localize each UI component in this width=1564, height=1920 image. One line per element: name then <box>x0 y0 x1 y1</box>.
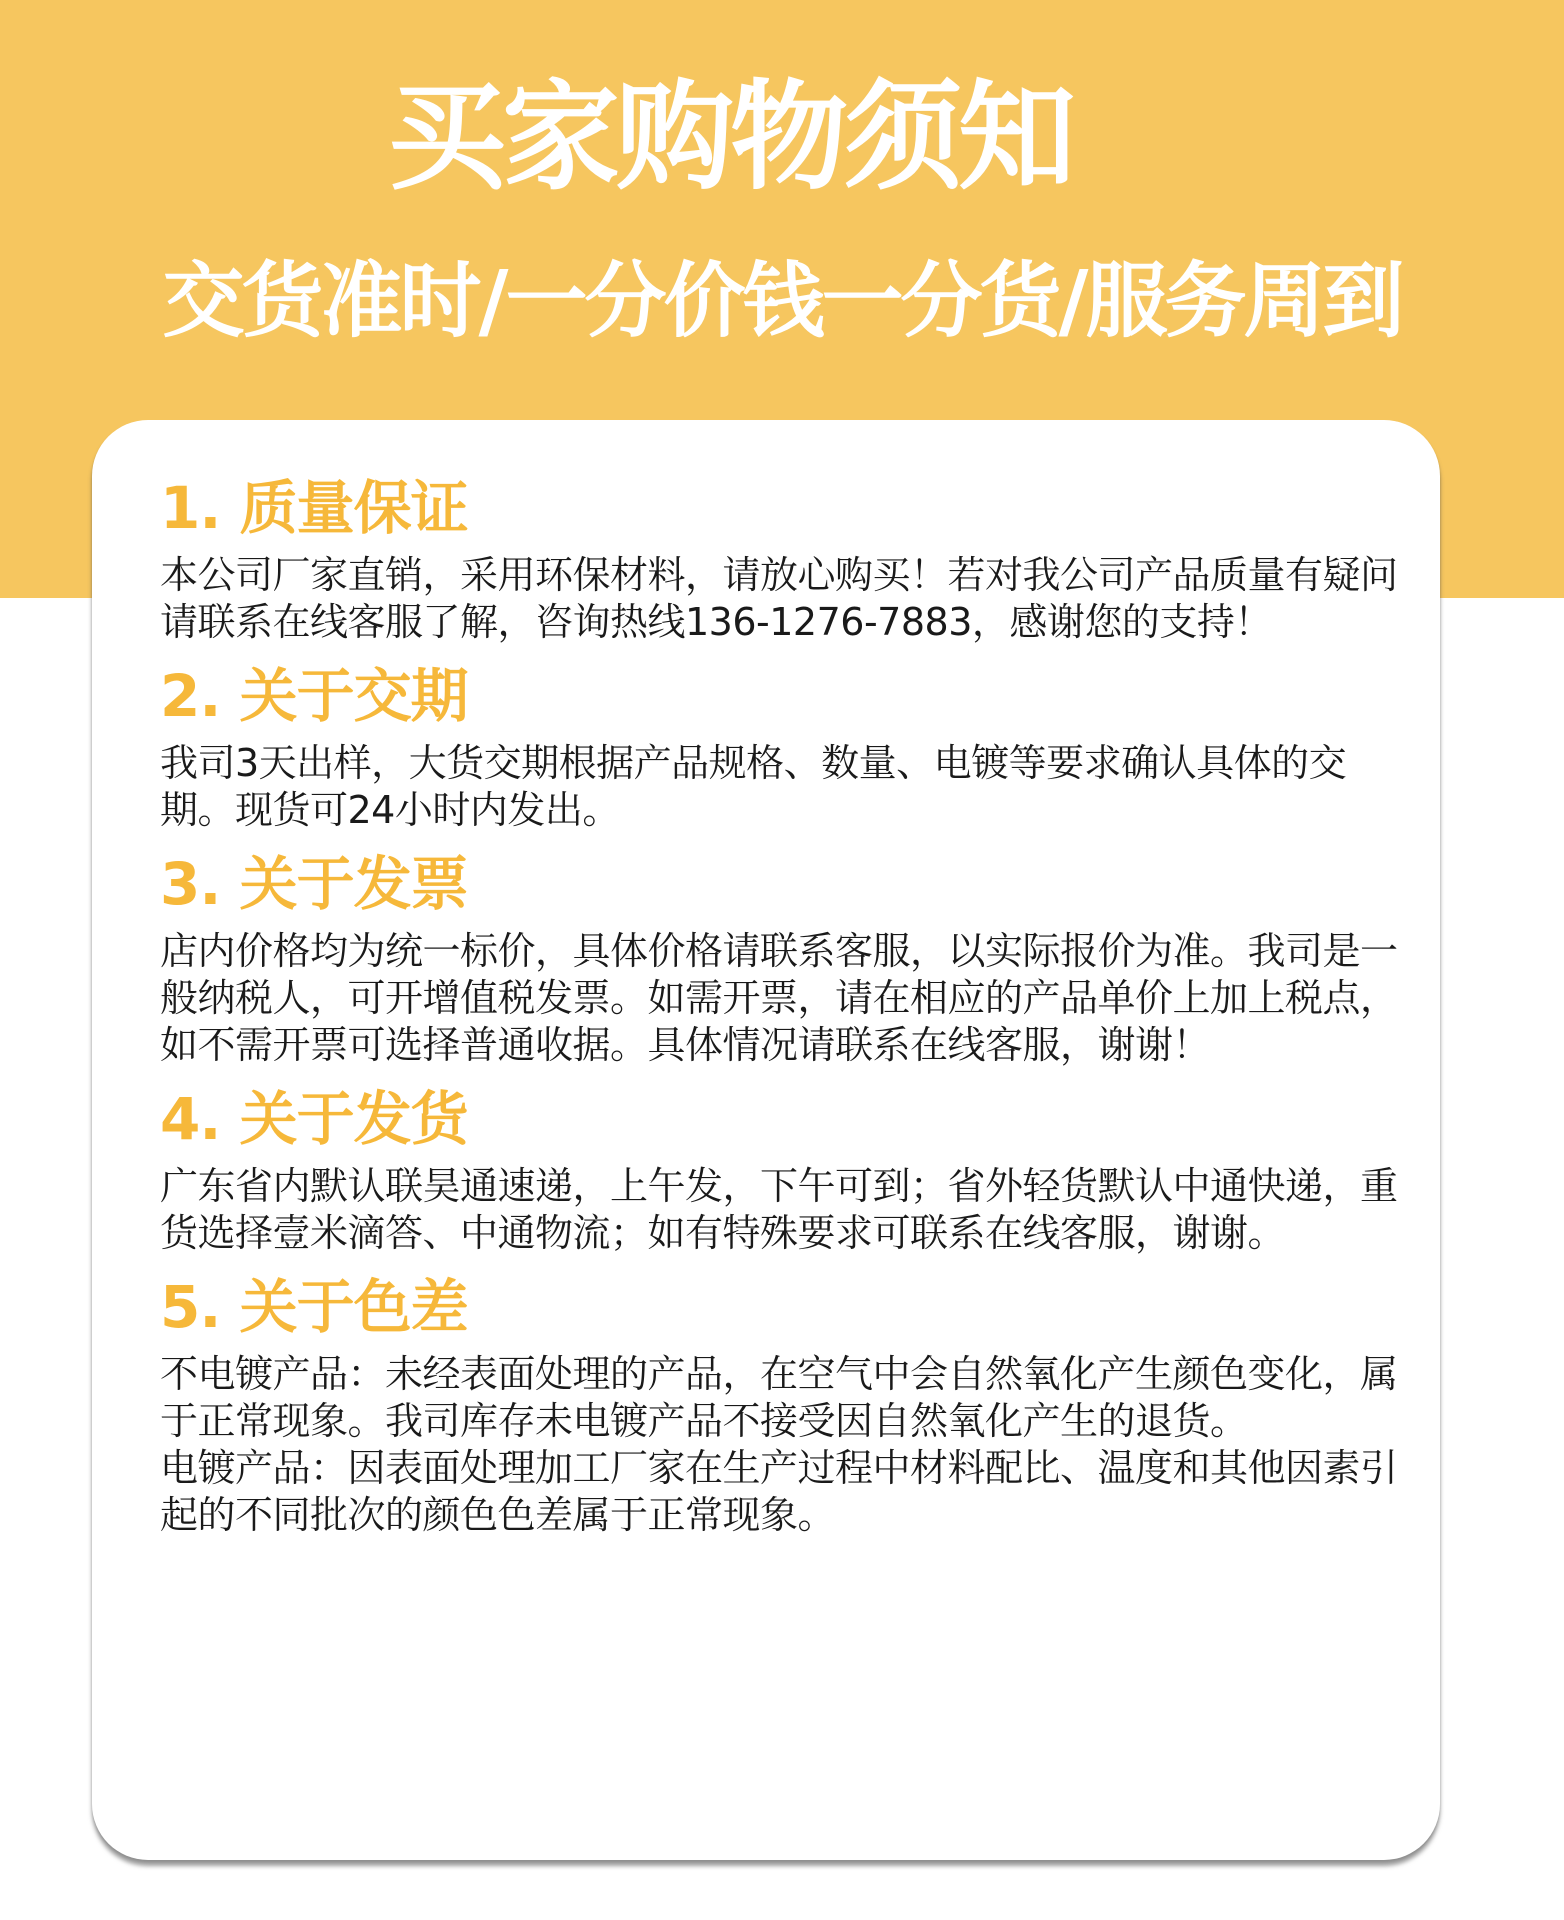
section-body <box>160 1163 1410 1257</box>
section-body <box>160 740 1410 834</box>
section-heading: 3. 关于发票 <box>160 850 468 918</box>
section-paragraph: 不电镀产品：未经表面处理的产品，在空气中会自然氧化产生颜色变化，属于正常现象。我司库存未电镀产品不接受因自然氧化产生的退货。 <box>160 1352 1398 1443</box>
section-paragraph: 店内价格均为统一标价，具体价格请联系客服，以实际报价为准。我司是一般纳税人，可开增值税发票。如需开票，请在相应的产品单价上加上税点，如不需开票可选择普通收据。具体情况请联系在线客服，谢谢！ <box>160 929 1398 1067</box>
section-heading: 4. 关于发货 <box>160 1085 468 1153</box>
section-body <box>160 928 1410 1069</box>
section-heading: 1. 质量保证 <box>160 474 468 542</box>
section-paragraph: 广东省内默认联昊通速递，上午发，下午可到；省外轻货默认中通快递，重货选择壹米滴答、中通物流；如有特殊要求可联系在线客服，谢谢。 <box>160 1164 1398 1255</box>
section-heading: 5. 关于色差 <box>160 1273 468 1341</box>
section-delivery-time <box>160 658 1410 834</box>
section-paragraph: 本公司厂家直销，采用环保材料，请放心购买！若对我公司产品质量有疑问请联系在线客服了解，咨询热线136-1276-7883，感谢您的支持！ <box>160 553 1398 644</box>
section-color-difference <box>160 1269 1410 1539</box>
section-shipping <box>160 1081 1410 1257</box>
page-subtitle: 交货准时/一分价钱一分货/服务周到 <box>162 254 1402 349</box>
section-heading: 2. 关于交期 <box>160 662 468 730</box>
section-invoice <box>160 846 1410 1069</box>
page-title: 买家购物须知 <box>387 68 1072 206</box>
section-body <box>160 1351 1410 1539</box>
section-paragraph: 电镀产品：因表面处理加工厂家在生产过程中材料配比、温度和其他因素引起的不同批次的颜色色差属于正常现象。 <box>160 1446 1398 1537</box>
section-body <box>160 552 1410 646</box>
notice-card <box>92 420 1440 1860</box>
section-paragraph: 我司3天出样，大货交期根据产品规格、数量、电镀等要求确认具体的交期。现货可24小时内发出。 <box>160 741 1347 832</box>
section-quality <box>160 470 1410 646</box>
notice-content <box>160 470 1410 1539</box>
